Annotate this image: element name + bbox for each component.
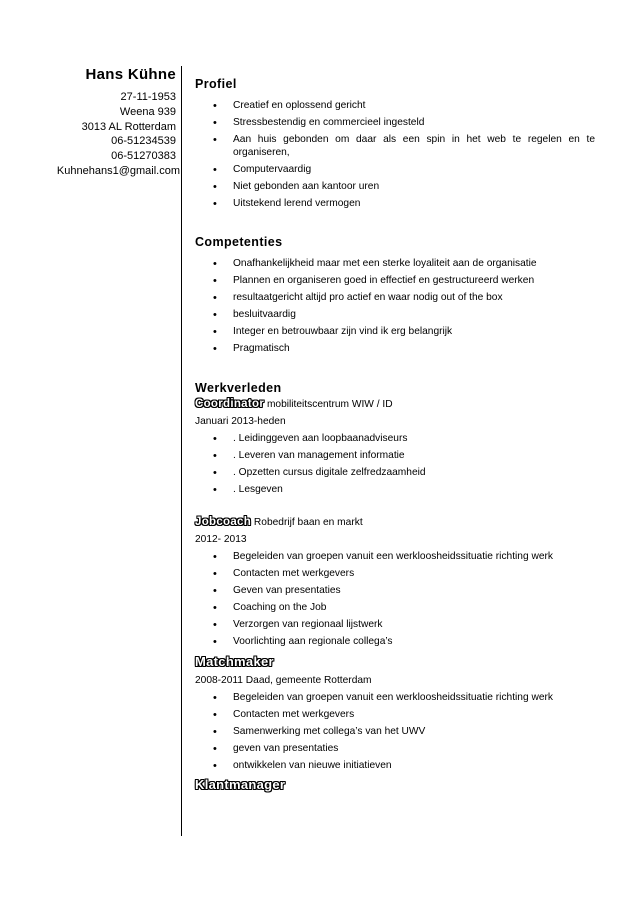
job-title: Jobcoach [195,516,252,529]
person-name: Hans Kühne [85,66,176,83]
job-header-coordinator [195,397,595,412]
birthdate: 27-11-1953 [120,91,176,103]
list-item: • Aan huis gebonden om daar als een spin in het web te regelen en te organiseren, [195,134,595,159]
job-header-jobcoach [195,515,595,530]
email: Kuhnehans1@gmail.com [56,164,180,177]
list-item: • geven van presentaties [195,743,595,756]
job-period: 2008-2011 Daad, gemeente Rotterdam [195,674,372,686]
divider-line [181,66,182,836]
list-item: • Geven van presentaties [195,585,595,598]
job-org: Robedrijf baan en markt [251,517,363,529]
profiel-list [195,100,595,210]
list-item: • resultaatgericht altijd pro actief en waar nodig out of the box [195,292,595,305]
city-address: 3013 AL Rotterdam [81,120,176,133]
competenties-list [195,258,595,356]
list-item: • Plannen en organiseren goed in effectief en gestructureerd werken [195,275,595,288]
list-item: • Stressbestendig en commercieel ingesteld [195,117,595,130]
section-title-werkverleden: Werkverleden [195,380,282,395]
list-item: • Uitstekend lerend vermogen [195,198,595,211]
job-title: Matchmaker [195,653,274,669]
job-title: Coordinator [195,397,265,410]
list-item: • Samenwerking met collega’s van het UWV [195,726,595,739]
personal-info [40,66,180,179]
list-item: • Verzorgen van regionaal lijstwerk [195,619,595,632]
job-org: mobiliteitscentrum WIW / ID [264,398,393,410]
job-period: Januari 2013-heden [195,415,286,427]
job-tasks [195,433,595,497]
list-item: • . Lesgeven [195,484,595,497]
list-item: • besluitvaardig [195,309,595,322]
list-item: • Coaching on the Job [195,602,595,615]
job-tasks [195,551,595,649]
main-content [195,76,595,794]
list-item: • ontwikkelen van nieuwe initiatieven [195,760,595,773]
section-title-competenties: Competenties [195,235,283,250]
phone-1: 06-51234539 [111,135,176,148]
job-period: 2012- 2013 [195,534,247,546]
list-item: • . Opzetten cursus digitale zelfredzaamheid [195,467,595,480]
list-item: • . Leveren van management informatie [195,450,595,463]
list-item: • Onafhankelijkheid maar met een sterke loyaliteit aan de organisatie [195,258,595,271]
job-title: Klantmanager [195,777,286,793]
list-item: • Contacten met werkgevers [195,709,595,722]
list-item: • Contacten met werkgevers [195,568,595,581]
list-item: • Begeleiden van groepen vanuit een werkloosheidssituatie richting werk [195,551,595,564]
list-item: • Niet gebonden aan kantoor uren [195,181,595,194]
list-item: • Integer en betrouwbaar zijn vind ik erg belangrijk [195,326,595,339]
phone-2: 06-51270383 [111,150,176,163]
list-item: • Voorlichting aan regionale collega’s [195,636,595,649]
list-item: • Computervaardig [195,164,595,177]
job-tasks [195,692,595,773]
list-item: • Creatief en oplossend gericht [195,100,595,113]
street-address: Weena 939 [119,105,176,118]
job-header-klantmanager [195,778,595,794]
job-header-matchmaker [195,655,595,671]
list-item: • Begeleiden van groepen vanuit een werkloosheidssituatie richting werk [195,692,595,705]
section-title-profiel: Profiel [195,77,237,91]
list-item: • . Leidinggeven aan loopbaanadviseurs [195,433,595,446]
list-item: • Pragmatisch [195,343,595,356]
